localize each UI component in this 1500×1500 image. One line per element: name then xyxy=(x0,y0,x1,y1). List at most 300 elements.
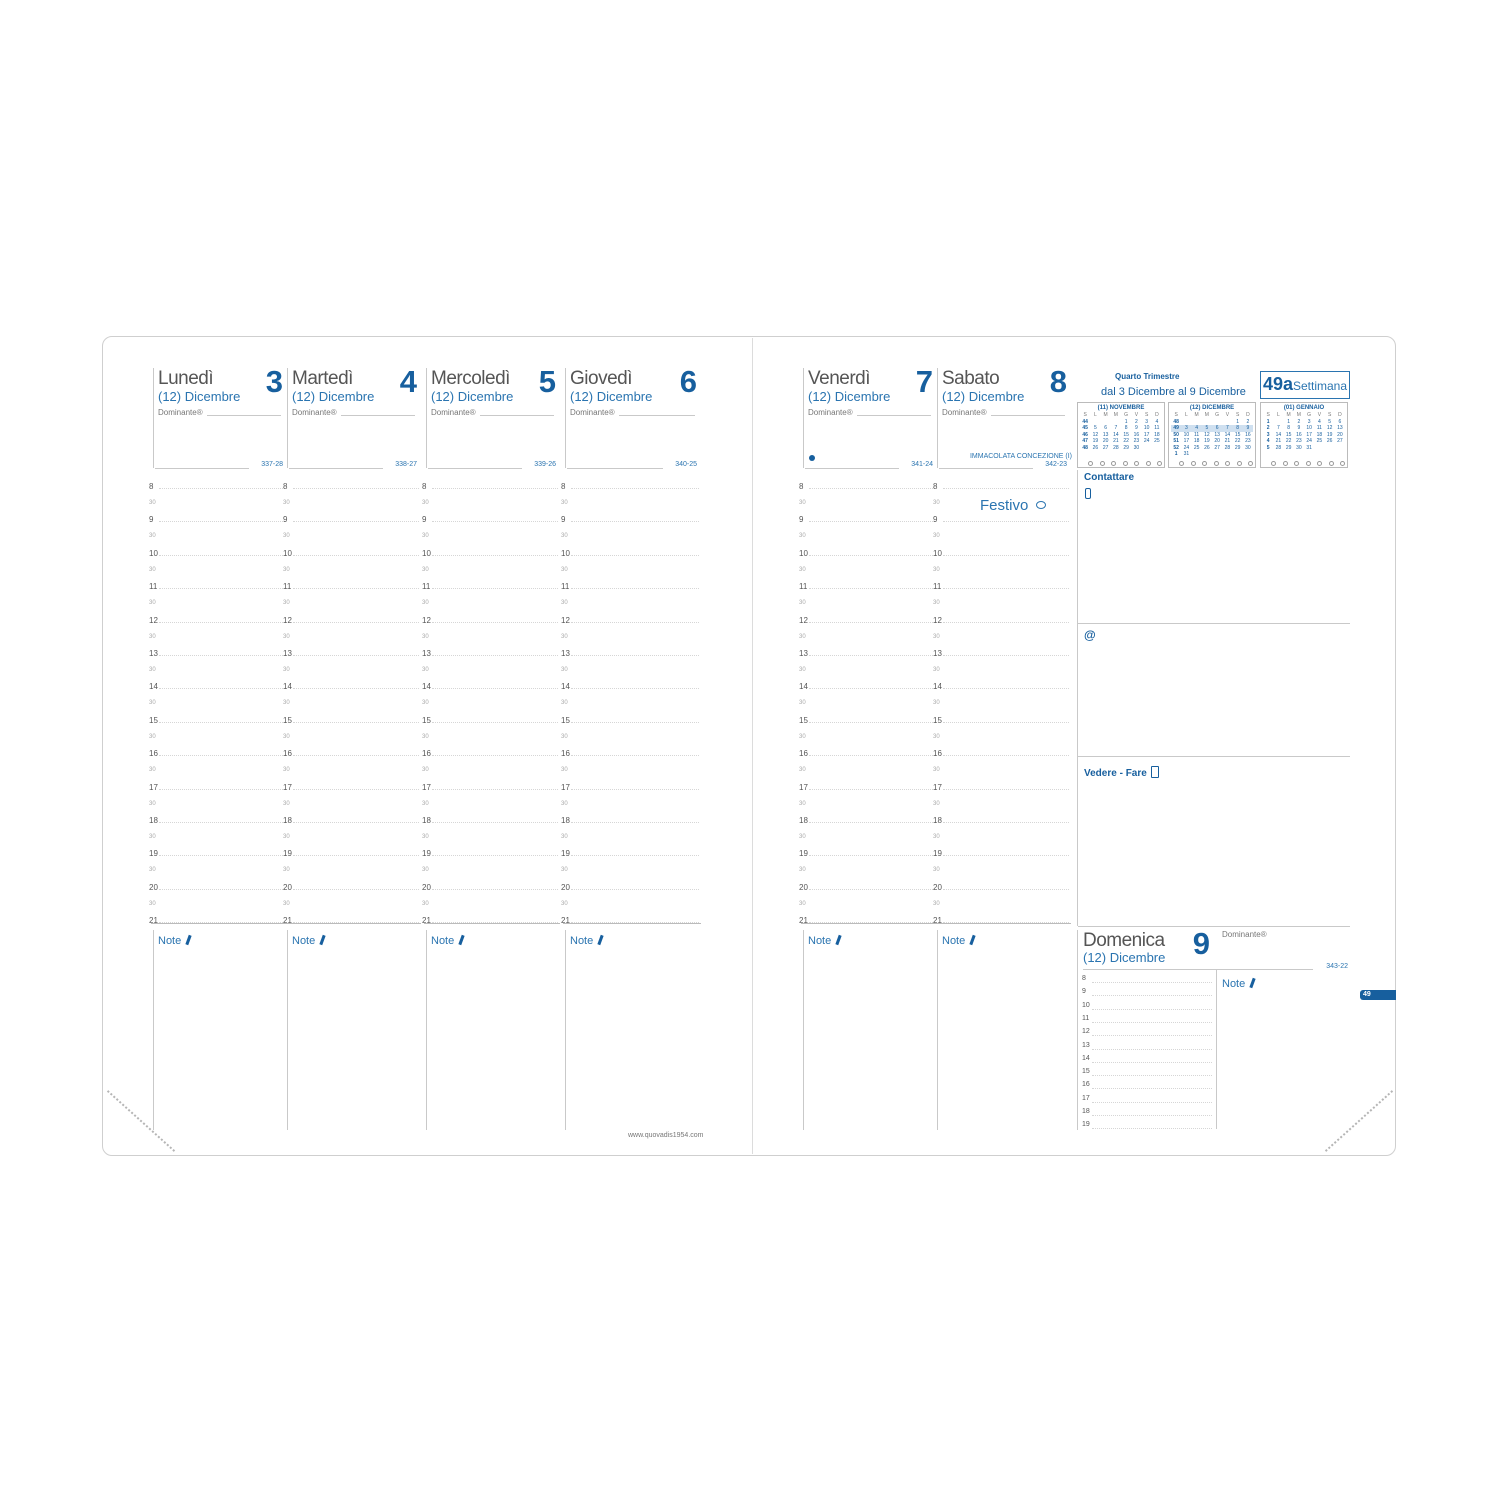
hour-line xyxy=(571,822,699,823)
note-text: Note xyxy=(942,935,966,947)
hour-line xyxy=(571,488,699,489)
hour-label: 14 xyxy=(1082,1054,1090,1062)
half-hour-mark: 30 xyxy=(422,767,429,774)
dominante-text: Dominante xyxy=(158,408,197,417)
hour-label: 15 xyxy=(149,715,158,725)
hour-label: 15 xyxy=(422,715,431,725)
hour-line xyxy=(571,755,699,756)
mini-calendar-cell: 12 xyxy=(1092,431,1099,438)
weekday-head: D xyxy=(1246,412,1250,418)
mini-calendar-cell: 13 xyxy=(1214,431,1220,438)
mini-calendar-cell: 8 xyxy=(1287,425,1291,431)
hour-label: 9 xyxy=(561,515,566,525)
mini-calendar-cell: 6 xyxy=(1104,425,1108,431)
half-hour-mark: 30 xyxy=(422,600,429,607)
mini-calendar-cell: 15 xyxy=(1285,431,1292,438)
mini-calendar-cell: 1 xyxy=(1124,418,1128,425)
moon-phase-icon xyxy=(1157,461,1162,466)
hour-line xyxy=(293,588,419,589)
hour-label: 14 xyxy=(799,682,808,692)
sunday-name: Domenica xyxy=(1083,930,1165,951)
weekday-head: S xyxy=(1144,412,1149,418)
hour-label: 10 xyxy=(283,548,292,558)
mini-calendar-cell: 18 xyxy=(1154,431,1160,438)
hour-line xyxy=(159,688,285,689)
website: www.quovadis1954.com xyxy=(628,1132,704,1139)
weekday-head: M xyxy=(1113,412,1118,418)
hour-line xyxy=(432,889,558,890)
holiday-text: Festivo xyxy=(980,497,1029,514)
half-hour-mark: 30 xyxy=(799,800,806,807)
mini-calendar-cell: 14 xyxy=(1275,431,1282,438)
hours-bottom-rule xyxy=(563,923,701,924)
day-header-border xyxy=(426,368,427,468)
day-code: 341-24 xyxy=(911,461,933,468)
holiday-icon xyxy=(1036,501,1046,509)
half-hour-mark: 30 xyxy=(933,767,940,774)
hour-line xyxy=(809,555,935,556)
day-code: 340-25 xyxy=(675,461,697,468)
half-hour-mark: 30 xyxy=(561,566,568,573)
weekday-head: S xyxy=(1235,412,1240,418)
hour-label: 20 xyxy=(799,882,808,892)
week-range: dal 3 Dicembre al 9 Dicembre xyxy=(1101,386,1246,398)
mini-calendar-cell: 20 xyxy=(1102,438,1109,444)
day-header-rule xyxy=(567,468,663,469)
hour-label: 13 xyxy=(149,649,158,658)
hour-line xyxy=(159,855,285,856)
moon-phase-icon xyxy=(1088,461,1093,466)
day-month: (12) Dicembre xyxy=(808,389,891,404)
sunday-code: 343-22 xyxy=(1326,963,1348,970)
moon-phase-icon xyxy=(1248,461,1253,466)
mini-calendar-cell: 50 xyxy=(1173,431,1179,438)
mini-calendar-cell xyxy=(1142,445,1152,452)
moon-phase-icon xyxy=(1340,461,1345,466)
mini-calendar-cell: 13 xyxy=(1337,425,1343,431)
mini-calendar-december xyxy=(1168,402,1256,468)
hour-label: 9 xyxy=(933,515,938,525)
day-month: (12) Dicembre xyxy=(158,389,241,404)
half-hour-mark: 30 xyxy=(799,834,806,840)
hour-label: 8 xyxy=(1082,975,1086,982)
hour-line xyxy=(293,655,419,656)
mini-calendar-cell: 1 xyxy=(1287,418,1291,425)
hour-label: 21 xyxy=(422,916,431,926)
hour-label: 19 xyxy=(933,849,942,859)
day-name: Lunedì xyxy=(158,368,214,389)
hour-line xyxy=(943,822,1069,823)
mini-calendar-cell: 30 xyxy=(1296,444,1302,451)
hour-label: 10 xyxy=(933,548,942,558)
hour-line xyxy=(432,488,558,489)
hour-label: 16 xyxy=(1082,1081,1090,1089)
friday-dot-icon xyxy=(809,455,815,461)
moon-phase-icon xyxy=(1329,461,1334,466)
hour-line xyxy=(943,855,1069,856)
hour-label: 16 xyxy=(933,749,942,759)
weekday-head: S xyxy=(1083,412,1087,418)
note-border xyxy=(287,930,288,1130)
hour-line xyxy=(571,622,699,623)
mini-calendar-cell xyxy=(1202,451,1212,458)
mini-calendar-cell: 28 xyxy=(1224,444,1231,451)
half-hour-mark: 30 xyxy=(283,900,290,907)
hour-line xyxy=(943,622,1069,623)
hour-line xyxy=(1092,1075,1212,1076)
day-header-rule xyxy=(289,468,383,469)
mini-calendar-cell: 12 xyxy=(1204,431,1210,438)
moon-phase-icon xyxy=(1214,461,1219,466)
mini-calendar-cell: 2 xyxy=(1134,418,1138,425)
note-text: Note xyxy=(431,935,455,947)
half-hour-mark: 30 xyxy=(283,600,290,607)
mini-calendar-cell: 9 xyxy=(1297,425,1301,431)
half-hour-mark: 30 xyxy=(149,700,156,707)
half-hour-mark: 30 xyxy=(422,800,429,807)
mini-calendar-title: (11) NOVEMBRE xyxy=(1097,405,1145,411)
mini-calendar-cell: 26 xyxy=(1092,444,1099,451)
day-number: 6 xyxy=(679,364,697,399)
hour-line xyxy=(943,655,1069,656)
mini-calendar-cell: 7 xyxy=(1276,425,1280,431)
moon-phase-icon xyxy=(1100,461,1105,466)
hour-label: 14 xyxy=(933,682,942,692)
half-hour-mark: 30 xyxy=(799,600,806,607)
weekday-head: M xyxy=(1194,412,1199,418)
mini-calendar-january xyxy=(1260,402,1348,468)
hour-label: 10 xyxy=(561,548,570,558)
hour-line xyxy=(293,889,419,890)
dominante-text: Dominante xyxy=(431,408,470,417)
hour-line xyxy=(159,588,285,589)
half-hour-mark: 30 xyxy=(149,633,156,640)
hour-line xyxy=(809,488,935,489)
hour-label: 12 xyxy=(149,615,158,625)
sunday-number: 9 xyxy=(1192,926,1210,961)
weekday-head: G xyxy=(1307,412,1312,418)
hour-line xyxy=(1092,1102,1212,1103)
hour-label: 17 xyxy=(799,782,808,792)
hour-label: 14 xyxy=(561,682,570,692)
mini-calendar-cell: 48 xyxy=(1082,444,1088,451)
hour-label: 9 xyxy=(149,515,154,525)
weekday-head: G xyxy=(1215,412,1220,418)
dominante-text: Dominante xyxy=(808,408,847,417)
page-spine xyxy=(752,338,753,1154)
half-hour-mark: 30 xyxy=(933,500,940,506)
half-hour-mark: 30 xyxy=(561,900,568,907)
hour-label: 20 xyxy=(561,882,570,892)
day-name: Venerdì xyxy=(808,368,870,389)
day-name: Sabato xyxy=(942,368,1000,389)
hour-label: 9 xyxy=(799,515,804,525)
hour-line xyxy=(159,521,285,522)
dominante-label: Dominante® xyxy=(808,408,853,417)
mini-calendar-grid xyxy=(1171,412,1253,458)
hour-label: 20 xyxy=(422,882,431,892)
hour-line xyxy=(943,755,1069,756)
mini-calendar-cell: 30 xyxy=(1245,444,1251,451)
hour-line xyxy=(571,588,699,589)
mini-calendar-cell: 29 xyxy=(1285,444,1292,451)
mini-calendar-cell: 22 xyxy=(1234,438,1241,444)
half-hour-mark: 30 xyxy=(149,900,156,907)
mini-calendar-cell: 4 xyxy=(1192,425,1202,432)
half-hour-mark: 30 xyxy=(422,700,429,707)
day-name: Mercoledì xyxy=(431,368,510,389)
mini-calendar-cell: 3 xyxy=(1181,425,1191,432)
hour-label: 17 xyxy=(933,782,942,792)
mini-calendar-cell: 21 xyxy=(1224,438,1231,444)
half-hour-mark: 30 xyxy=(283,834,290,840)
mini-calendar-cell: 4 xyxy=(1317,418,1321,425)
mini-calendar-cell: 1 xyxy=(1266,418,1270,425)
moon-phase-icon xyxy=(1111,461,1116,466)
mini-calendar-cell: 16 xyxy=(1296,431,1302,438)
hour-line xyxy=(1092,1115,1212,1116)
hour-label: 9 xyxy=(422,515,427,525)
mini-calendar-cell: 6 xyxy=(1212,425,1222,432)
half-hour-mark: 30 xyxy=(799,500,806,506)
half-hour-mark: 30 xyxy=(561,633,568,640)
note-border xyxy=(803,930,804,1130)
hour-line xyxy=(571,555,699,556)
hour-label: 18 xyxy=(933,816,942,825)
note-text: Note xyxy=(570,935,594,947)
dominante-label: Dominante® xyxy=(158,408,203,417)
half-hour-mark: 30 xyxy=(933,867,940,874)
sunday-rule xyxy=(1083,969,1313,970)
hour-label: 18 xyxy=(283,816,292,825)
half-hour-mark: 30 xyxy=(149,800,156,807)
dominante-line xyxy=(480,415,554,416)
weekday-head: L xyxy=(1276,412,1280,418)
mini-calendar-cell: 7 xyxy=(1222,425,1232,432)
note-label xyxy=(431,935,463,947)
hour-label: 17 xyxy=(561,782,570,792)
mini-calendar-cell: 16 xyxy=(1133,431,1140,438)
mini-calendar-cell: 7 xyxy=(1114,425,1118,431)
hour-label: 15 xyxy=(561,715,570,725)
note-border xyxy=(426,930,427,1130)
hour-label: 15 xyxy=(933,715,942,725)
mini-calendar-cell: 24 xyxy=(1143,438,1150,444)
moon-phase-icon xyxy=(1202,461,1207,466)
half-hour-mark: 30 xyxy=(283,767,290,774)
half-hour-mark: 30 xyxy=(283,566,290,573)
document-icon xyxy=(1151,766,1159,778)
hour-line xyxy=(159,789,285,790)
moon-phase-icon xyxy=(1225,461,1230,466)
mini-calendar-cell xyxy=(1192,451,1202,458)
hour-label: 20 xyxy=(149,882,158,892)
hour-line xyxy=(293,688,419,689)
mini-calendar-cell: 28 xyxy=(1275,444,1282,451)
dominante-line xyxy=(207,415,281,416)
mini-calendar-cell: 51 xyxy=(1173,438,1179,444)
mini-calendar-cell: 3 xyxy=(1307,418,1311,425)
half-hour-mark: 30 xyxy=(561,767,568,774)
hour-label: 8 xyxy=(561,482,566,491)
mini-calendar-cell: 1 xyxy=(1174,451,1178,457)
hour-line xyxy=(1092,1062,1212,1063)
hour-label: 21 xyxy=(283,916,292,926)
note-text: Note xyxy=(1222,978,1246,990)
half-hour-mark: 30 xyxy=(561,533,568,540)
half-hour-mark: 30 xyxy=(149,533,156,540)
hour-line xyxy=(809,588,935,589)
half-hour-mark: 30 xyxy=(422,533,429,540)
half-hour-mark: 30 xyxy=(799,733,806,740)
hour-label: 16 xyxy=(422,749,431,759)
hour-label: 13 xyxy=(422,649,431,658)
hour-label: 8 xyxy=(799,482,804,491)
hour-line xyxy=(159,822,285,823)
hour-line xyxy=(809,622,935,623)
dominante-line xyxy=(341,415,415,416)
mini-calendar-cell: 24 xyxy=(1306,438,1312,444)
hour-line xyxy=(159,555,285,556)
half-hour-mark: 30 xyxy=(933,900,940,907)
mini-calendar-cell: 49 xyxy=(1171,425,1181,432)
weekday-head: G xyxy=(1124,412,1129,418)
hour-label: 16 xyxy=(283,749,292,759)
hour-line xyxy=(293,789,419,790)
hour-label: 13 xyxy=(561,649,570,658)
day-header-border xyxy=(803,368,804,468)
todo-header xyxy=(1084,763,1159,781)
mini-calendar-title: (01) GENNAIO xyxy=(1283,405,1325,411)
moon-phase-icon xyxy=(1237,461,1242,466)
hour-label: 11 xyxy=(149,582,158,592)
mini-calendar-cell: 5 xyxy=(1093,425,1097,431)
hour-line xyxy=(571,688,699,689)
half-hour-mark: 30 xyxy=(799,533,806,540)
hour-label: 16 xyxy=(799,749,808,759)
hour-label: 18 xyxy=(799,816,808,825)
hour-label: 8 xyxy=(933,482,938,491)
mini-calendar-cell: 26 xyxy=(1204,444,1210,451)
hour-label: 21 xyxy=(149,916,158,926)
mini-calendar-cell: 18 xyxy=(1316,431,1323,438)
mini-calendar-cell: 29 xyxy=(1234,444,1241,451)
dominante-text: Dominante xyxy=(292,408,331,417)
mini-calendar-cell: 25 xyxy=(1154,438,1160,444)
half-hour-mark: 30 xyxy=(149,566,156,573)
day-header-rule xyxy=(805,468,899,469)
hour-line xyxy=(293,622,419,623)
half-hour-mark: 30 xyxy=(561,867,568,874)
mini-calendar-cell xyxy=(1222,451,1232,458)
weekday-head: V xyxy=(1134,412,1139,418)
dominante-line xyxy=(857,415,931,416)
half-hour-mark: 30 xyxy=(933,600,940,607)
mini-calendar-cell: 17 xyxy=(1183,438,1190,444)
hour-label: 19 xyxy=(149,849,158,859)
mini-calendar-cell: 19 xyxy=(1092,438,1099,444)
dominante-text: Dominante xyxy=(942,408,981,417)
note-text: Note xyxy=(808,935,832,947)
mini-calendar-cell: 5 xyxy=(1202,425,1212,432)
hour-label: 20 xyxy=(283,882,292,892)
hour-label: 15 xyxy=(1082,1068,1090,1076)
hour-line xyxy=(293,755,419,756)
mini-calendar-cell: 27 xyxy=(1102,444,1109,451)
mini-calendar-cell: 19 xyxy=(1204,438,1210,444)
hours-bottom-rule xyxy=(424,923,560,924)
hour-label: 15 xyxy=(799,715,808,725)
sunday-month: (12) Dicembre xyxy=(1083,950,1166,965)
half-hour-mark: 30 xyxy=(283,533,290,540)
hour-line xyxy=(293,722,419,723)
half-hour-mark: 30 xyxy=(933,533,940,540)
dominante-line xyxy=(991,415,1065,416)
hour-label: 12 xyxy=(561,615,570,625)
weekday-head: M xyxy=(1204,412,1209,418)
hour-label: 9 xyxy=(283,515,288,525)
quarter-label: Quarto Trimestre xyxy=(1115,372,1180,381)
half-hour-mark: 30 xyxy=(799,700,806,707)
mini-calendar-cell: 20 xyxy=(1337,431,1343,438)
half-hour-mark: 30 xyxy=(933,566,940,573)
contact-label: Contattare xyxy=(1084,472,1135,483)
hour-line xyxy=(159,889,285,890)
right-panel-border xyxy=(1077,470,1078,926)
mini-calendar-cell: 1 xyxy=(1236,418,1240,425)
mini-calendar-cell: 13 xyxy=(1102,431,1109,438)
day-number: 4 xyxy=(399,364,417,399)
half-hour-mark: 30 xyxy=(561,500,568,506)
hour-line xyxy=(809,855,935,856)
hour-line xyxy=(293,488,419,489)
day-code: 339-26 xyxy=(534,461,556,468)
mini-calendar-cell xyxy=(1335,445,1345,452)
mini-calendar-cell: 17 xyxy=(1143,431,1150,438)
moon-phase-icon xyxy=(1134,461,1139,466)
hour-label: 14 xyxy=(422,682,431,692)
hour-label: 13 xyxy=(1082,1041,1090,1049)
hour-line xyxy=(1092,995,1212,996)
sunday-divider xyxy=(1216,969,1217,1129)
half-hour-mark: 30 xyxy=(799,566,806,573)
hour-label: 11 xyxy=(561,582,570,592)
day-header-border xyxy=(937,368,938,468)
mini-calendar-cell: 11 xyxy=(1194,431,1200,438)
mini-calendar-cell: 16 xyxy=(1245,431,1251,438)
note-label xyxy=(570,935,602,947)
hour-line xyxy=(293,822,419,823)
moon-phase-icon xyxy=(1146,461,1151,466)
mini-calendar-cell: 47 xyxy=(1082,438,1088,444)
hour-label: 18 xyxy=(149,816,158,825)
todo-divider xyxy=(1078,926,1350,927)
half-hour-mark: 30 xyxy=(933,834,940,840)
dominante-text: Dominante xyxy=(1222,930,1261,939)
day-code: 337-28 xyxy=(261,461,283,468)
hour-label: 11 xyxy=(799,582,808,592)
weekday-head: S xyxy=(1327,412,1332,418)
mini-calendar-cell: 4 xyxy=(1155,418,1159,425)
hour-line xyxy=(943,722,1069,723)
dominante-label: Dominante® xyxy=(431,408,476,417)
week-badge xyxy=(1260,371,1350,399)
mini-calendar-cell: 27 xyxy=(1337,438,1343,444)
hour-label: 17 xyxy=(1082,1094,1090,1102)
hours-bottom-rule xyxy=(285,923,421,924)
mini-calendar-cell: 52 xyxy=(1173,444,1179,451)
mini-calendar-cell: 20 xyxy=(1214,438,1220,444)
